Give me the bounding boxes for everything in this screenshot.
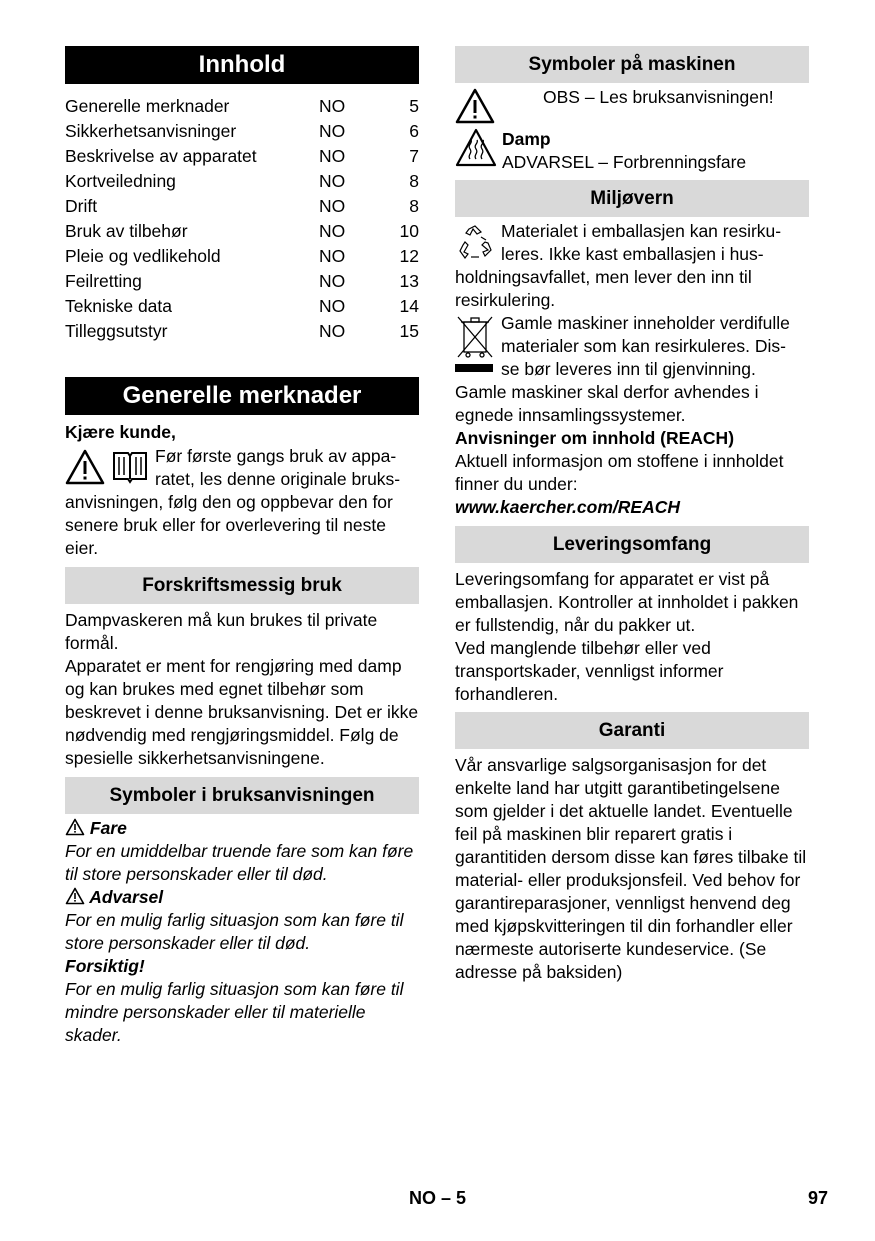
toc-entry-page: 15 — [399, 321, 419, 341]
toc-entry-lang: NO — [319, 196, 346, 216]
delivery-title: Leveringsomfang — [455, 526, 809, 563]
symbols-manual-title: Symboler i bruksanvisningen — [65, 777, 419, 814]
recycle-icon-box — [455, 220, 497, 266]
delivery-p2: Ved manglende tilbehør eller ved transportskader, vennligst informer forhandleren. — [455, 638, 724, 704]
notice-line1: Før første gangs bruk av appa- — [155, 446, 397, 466]
toc-entry-lang: NO — [319, 121, 346, 141]
steam-label: Damp — [502, 129, 551, 149]
intended-use-p2: Apparatet er ment for rengjøring med damp og kan brukes med egnet tilbehør som beskrevet i denne bruksanvisning. Det er ikke nødvendig med rengjøringsmiddel. Følg de spesielle sikkerhetsanvisningene. — [65, 656, 419, 768]
toc-row[interactable] — [65, 119, 419, 144]
toc-entry-lang: NO — [319, 271, 346, 291]
warranty-title: Garanti — [455, 712, 809, 749]
warning-triangle-icon — [65, 887, 85, 905]
reach-text: Aktuell informasjon om stoffene i innholdet finner du under: — [455, 451, 784, 494]
toc-entry-name: Feilretting — [65, 271, 142, 291]
toc-entry-name: Bruk av tilbehør — [65, 221, 188, 241]
toc-entry-page: 12 — [399, 246, 419, 266]
toc-row[interactable] — [65, 219, 419, 244]
hot-steam-icon — [455, 128, 497, 168]
obs-text: OBS – Les bruksanvisningen! — [543, 87, 774, 107]
caution-label: Forsiktig! — [65, 956, 145, 976]
toc-entry-name: Drift — [65, 196, 98, 216]
toc-entry-lang: NO — [319, 96, 346, 116]
toc-entry-name: Sikkerhetsanvisninger — [65, 121, 237, 141]
manual-book-icon — [110, 449, 150, 485]
warning-triangle-icon — [65, 449, 105, 485]
intended-use-p1: Dampvaskeren må kun brukes til private formål. — [65, 610, 378, 653]
toc-row[interactable] — [65, 319, 419, 344]
steam-row — [455, 124, 809, 174]
symbols-machine-title: Symboler på maskinen — [455, 46, 809, 83]
warning-triangle-icon — [65, 818, 85, 836]
toc-entry-page: 7 — [409, 146, 419, 166]
reach-link[interactable]: www.kaercher.com/REACH — [455, 497, 680, 517]
danger-text: For en umiddelbar truende fare som kan føre til store personskader eller til død. — [65, 841, 414, 884]
recycle-icon — [455, 223, 495, 263]
right-column — [455, 46, 809, 984]
toc-title: Innhold — [65, 46, 419, 84]
notice-line2: ratet, les denne originale bruks- — [155, 469, 401, 489]
toc-entry-name: Beskrivelse av apparatet — [65, 146, 257, 166]
obs-icons — [455, 86, 539, 126]
toc-entry-name: Pleie og vedlikehold — [65, 246, 221, 266]
warning-heading — [65, 886, 419, 909]
recycle-line1: Materialet i emballasjen kan resirku- — [501, 221, 782, 241]
recycle-rest: holdningsavfallet, men lever den inn til resirkulering. — [455, 267, 752, 310]
obs-row — [455, 86, 809, 126]
toc-entry-page: 6 — [409, 121, 419, 141]
footer-page-code: NO – 5 — [409, 1188, 467, 1208]
toc-row[interactable] — [65, 194, 419, 219]
toc-table — [65, 94, 419, 344]
intended-use-title: Forskriftsmessig bruk — [65, 567, 419, 604]
warning-triangle-icon — [455, 88, 495, 124]
recycle-line2: leres. Ikke kast emballasjen i hus- — [501, 244, 764, 264]
steam-text: ADVARSEL – Forbrenningsfare — [502, 152, 747, 172]
toc-entry-page: 13 — [399, 271, 419, 291]
toc-entry-page: 14 — [399, 296, 419, 316]
caution-text: For en mulig farlig situasjon som kan føre til mindre personskader eller til materielle skader. — [65, 979, 404, 1045]
danger-heading — [65, 817, 419, 840]
general-notice — [65, 445, 419, 560]
toc-entry-name: Generelle merknader — [65, 96, 230, 116]
toc-entry-page: 10 — [399, 221, 419, 241]
weee-line1: Gamle maskiner inneholder verdifulle — [501, 313, 790, 333]
toc-row[interactable] — [65, 294, 419, 319]
toc-entry-name: Tekniske data — [65, 296, 173, 316]
warning-text: For en mulig farlig situasjon som kan føre til store personskader eller til død. — [65, 910, 404, 953]
steam-icon-box — [455, 124, 499, 170]
left-column — [65, 46, 419, 1047]
environment-title: Miljøvern — [455, 180, 809, 217]
toc-entry-lang: NO — [319, 246, 346, 266]
crossed-bin-icon — [455, 314, 495, 376]
warranty-text: Vår ansvarlige salgsorganisasjon for det enkelte land har utgitt garantibetingelsene som gjelder i det aktuelle landet. Eventuelle feil på maskinen blir reparert gratis i garantitiden dersom disse kan føres tilbake til material- eller produksjonsfeil. Ved behov for garantireparasjoner, vennligst henvend deg med kjøpskvitteringen til din forhandler eller nærmeste autoriserte kundeservice. (Se adresse på baksiden) — [455, 755, 807, 982]
danger-label: Fare — [89, 818, 127, 838]
toc-row[interactable] — [65, 244, 419, 269]
weee-icon-box — [455, 312, 497, 381]
weee-notice — [455, 312, 809, 427]
toc-entry-name: Tilleggsutstyr — [65, 321, 168, 341]
recycle-notice — [455, 220, 809, 312]
delivery-p1: Leveringsomfang for apparatet er vist på emballasjen. Kontroller at innholdet i pakken er fullstendig, når du pakker ut. — [455, 569, 799, 635]
weee-rest: Gamle maskiner skal derfor avhendes i egnede innsamlingssystemer. — [455, 382, 759, 425]
toc-entry-lang: NO — [319, 321, 346, 341]
toc-entry-page: 8 — [409, 171, 419, 191]
notice-icons — [65, 445, 153, 491]
toc-entry-page: 5 — [409, 96, 419, 116]
toc-entry-page: 8 — [409, 196, 419, 216]
notice-rest: anvisningen, følg den og oppbevar den for senere bruk eller for overlevering til neste eier. — [65, 492, 393, 558]
toc-row[interactable] — [65, 269, 419, 294]
weee-line2: materialer som kan resirkuleres. Dis- — [501, 336, 786, 356]
general-title: Generelle merknader — [65, 377, 419, 415]
toc-row[interactable] — [65, 94, 419, 119]
reach-title: Anvisninger om innhold (REACH) — [455, 428, 735, 448]
toc-entry-lang: NO — [319, 221, 346, 241]
toc-entry-lang: NO — [319, 171, 346, 191]
footer-page-number: 97 — [808, 1188, 829, 1208]
toc-row[interactable] — [65, 144, 419, 169]
toc-entry-name: Kortveiledning — [65, 171, 176, 191]
toc-entry-lang: NO — [319, 146, 346, 166]
weee-line3: se bør leveres inn til gjenvinning. — [501, 359, 756, 379]
warning-label: Advarsel — [89, 887, 164, 907]
toc-entry-lang: NO — [319, 296, 346, 316]
toc-row[interactable] — [65, 169, 419, 194]
greeting: Kjære kunde, — [65, 422, 176, 442]
